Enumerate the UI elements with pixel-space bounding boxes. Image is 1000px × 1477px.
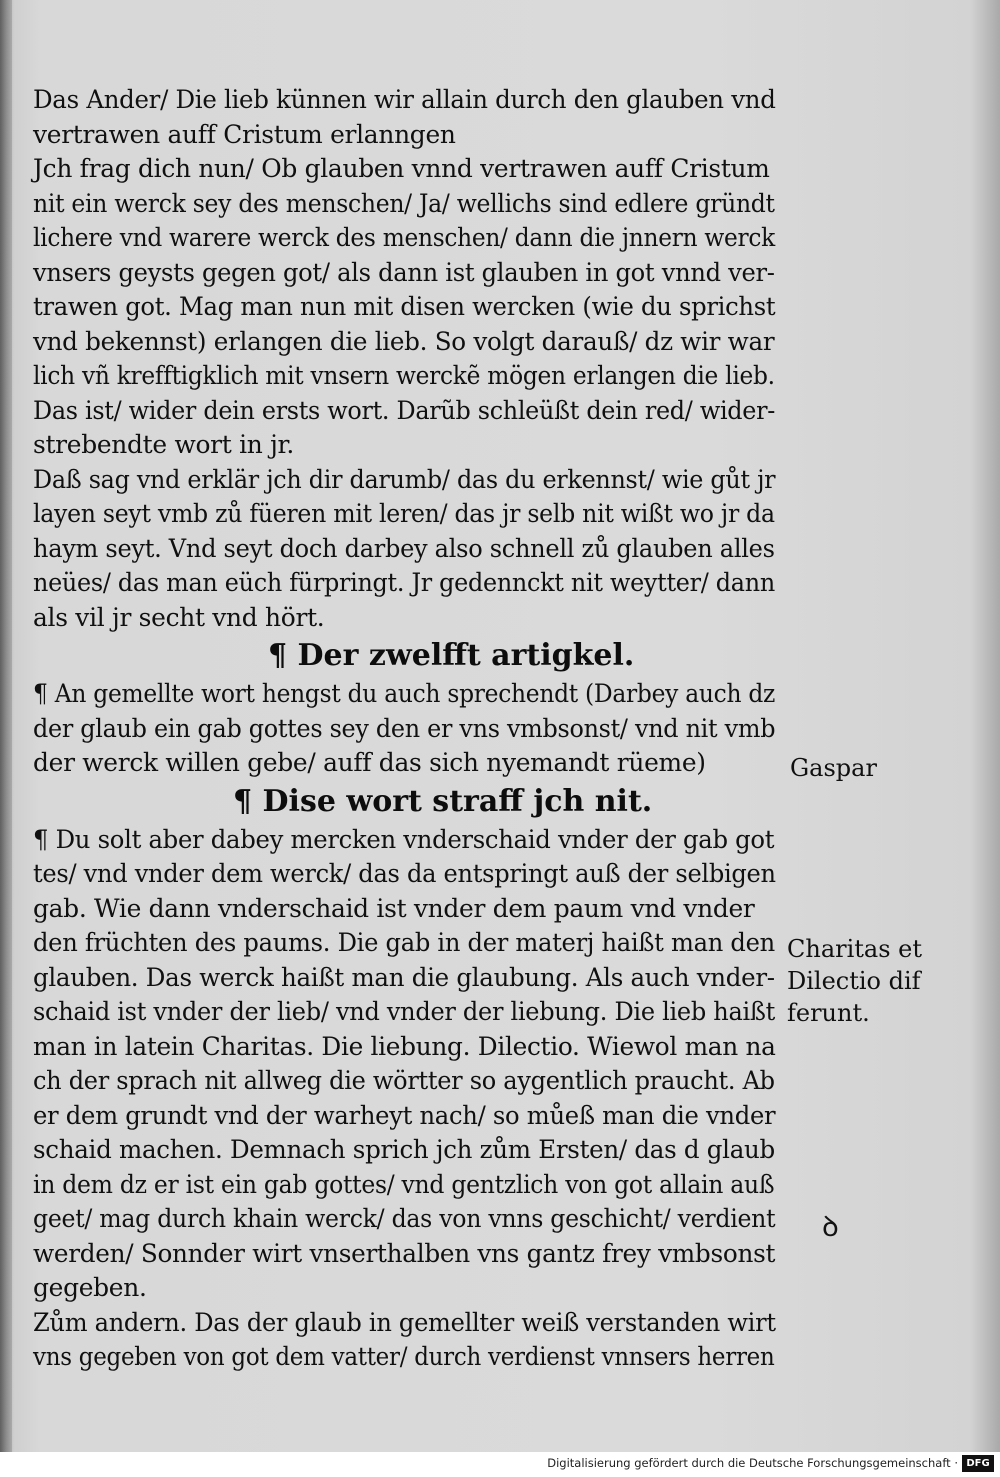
text-line: schaid machen. Demnach sprich jch zům Ersten/ das d glaub	[33, 1135, 775, 1164]
text-line: nit ein werck sey des menschen/ Ja/ wellichs sind edlere gründt	[33, 188, 775, 218]
text-line: ch der sprach nit allweg die wörtter so aygentlich praucht. Ab	[33, 1066, 775, 1095]
digitization-footer	[0, 1452, 1000, 1477]
text-line: strebendte wort in jr.	[33, 430, 295, 459]
margin-note-line: Dilectio dif	[787, 967, 921, 995]
paragraph-block-2	[33, 677, 778, 781]
text-line: werden/ Sonnder wirt vnserthalben vns gantz frey vmbsonst	[33, 1238, 776, 1268]
text-line: der glaub ein gab gottes sey den er vns vmbsonst/ vnd nit vmb	[33, 713, 776, 743]
text-line: geet/ mag durch khain werck/ das von vnns geschicht/ verdient	[33, 1204, 776, 1233]
margin-note-gaspar: Gaspar	[790, 754, 877, 782]
text-line: ¶ An gemellte wort hengst du auch sprechendt (Darbey auch dz	[33, 679, 776, 708]
text-line: vnsers geysts gegen got/ als dann ist glauben in got vnnd ver-	[33, 257, 775, 287]
text-line: layen seyt vmb zů füeren mit leren/ das jr selb nit wißt wo jr da	[33, 499, 775, 528]
text-line: Daß sag vnd erklär jch dir darumb/ das du erkennst/ wie gůt jr	[33, 464, 776, 494]
text-line: tes/ vnd vnder dem werck/ das da entspringt auß der selbigen	[33, 859, 776, 888]
text-line: glauben. Das werck haißt man die glaubung. Als auch vnder-	[33, 962, 775, 992]
text-line: Das ist/ wider dein ersts wort. Darũb schleüßt dein red/ wider-	[33, 395, 775, 425]
text-line: in dem dz er ist ein gab gottes/ vnd gentzlich von got allain auß	[33, 1169, 775, 1199]
text-line: gab. Wie dann vnderschaid ist vnder dem paum vnd vnder	[33, 893, 755, 923]
text-line: vnd bekennst) erlangen die lieb. So volgt darauß/ dz wir war	[33, 326, 775, 356]
text-line: ¶ Du solt aber dabey mercken vnderschaid vnder der gab got	[33, 824, 775, 854]
text-line: Zům andern. Das der glaub in gemellter weiß verstanden wirt	[33, 1307, 776, 1337]
text-line: er dem grundt vnd der warheyt nach/ so můeß man die vnder	[33, 1100, 776, 1130]
main-text-column	[33, 83, 778, 1375]
text-line: haym seyt. Vnd seyt doch darbey also schnell zů glauben alles	[33, 533, 775, 563]
text-line: trawen got. Mag man nun mit disen wercken (wie du sprichst	[33, 292, 776, 321]
text-line: den früchten des paums. Die gab in der materj haißt man den	[33, 928, 775, 957]
text-line: vns gegeben von got dem vatter/ durch verdienst vnnsers herren	[33, 1342, 775, 1371]
text-line: der werck willen gebe/ auff das sich nyemandt rüeme)	[33, 748, 706, 777]
text-line: lich vñ krefftigklich mit vnsern werckẽ mögen erlangen die lieb.	[33, 361, 775, 390]
text-line: lichere vnd warere werck des menschen/ dann die jnnern werck	[33, 223, 775, 252]
text-line: schaid ist vnder der lieb/ vnd vnder der liebung. Die lieb haißt	[33, 997, 776, 1026]
text-line: gegeben.	[33, 1273, 147, 1302]
section-heading-1: ¶ Der zwelfft artigkel.	[268, 638, 635, 673]
text-line: man in latein Charitas. Die liebung. Dilectio. Wiewol man na	[33, 1031, 776, 1061]
paragraph-block-1	[33, 83, 778, 635]
text-line: als vil jr secht vnd hört.	[33, 602, 325, 632]
text-line: Das Ander/ Die lieb künnen wir allain durch den glauben vnd	[33, 85, 776, 114]
page-edge-shadow	[0, 0, 12, 1452]
section-heading-2: ¶ Dise wort straff jch nit.	[233, 783, 653, 819]
text-line: Jch frag dich nun/ Ob glauben vnnd vertrawen auff Cristum	[33, 154, 770, 183]
text-line: vertrawen auff Cristum erlanngen	[33, 119, 456, 149]
signature-mark: ꝺ	[822, 1210, 839, 1243]
text-line: neües/ das man eüch fürpringt. Jr gedennckt nit weytter/ dann	[33, 568, 775, 597]
margin-note-line: Charitas et	[787, 935, 923, 963]
footer-credit-text: Digitalisierung gefördert durch die Deutsche Forschungsgemeinschaft ·	[547, 1456, 958, 1470]
paragraph-block-3	[33, 823, 778, 1375]
margin-note-line: ferunt.	[787, 999, 870, 1027]
margin-note-charitas	[787, 933, 922, 1029]
dfg-logo: DFG	[962, 1455, 994, 1472]
